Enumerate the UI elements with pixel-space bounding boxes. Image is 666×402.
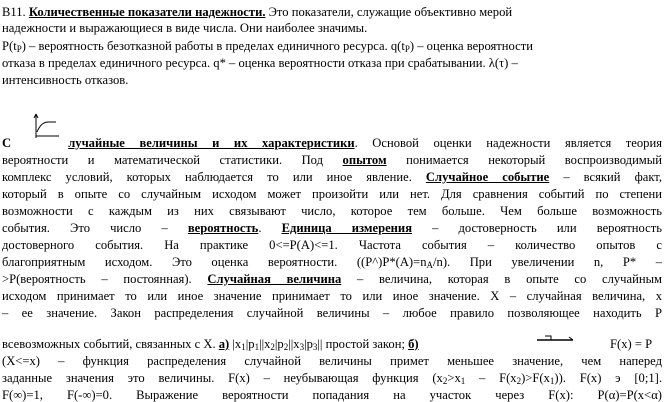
main-text-line: который в опыте со случайным исходом может произойти или нет. Для сравнения событий по степени <box>2 187 662 201</box>
bottom-text-fx: F(x) = P <box>610 337 653 351</box>
term-probability: вероятность <box>187 221 259 235</box>
term-unit: Единица измерения <box>281 221 413 235</box>
main-text-line: вероятности и математической статистики. Под опытом понимается некоторый воспроизводимый <box>2 153 662 167</box>
bottom-text-line: всевозможных событий, связанных с Х. а) $|x_1|p_1||x_2|p_2||x_3|p_3||$ простой закон; б) <box>2 337 419 352</box>
drop-cap-letter: С <box>2 136 12 150</box>
bottom-text-line: F(∞)=1, F(-∞)=0. Выражение вероятности попадания на участок через F(x): P(α)=P(x<α) <box>2 388 662 402</box>
main-text-line: >P(вероятность – постоянная). Случайная величина – величина, которая в опыте со случайным <box>2 272 662 286</box>
main-text-line: комплекс условий, которых наблюдается то или иное явление. Случайное событие – всякий факт, <box>2 170 662 184</box>
term-random-event: Случайное событие <box>425 170 550 184</box>
b11-text-line: отказа в пределах единичного ресурса. q* – оценка вероятности отказа при срабатывании. λ(τ) – <box>2 56 518 70</box>
main-title: лучайные величины и их характеристики <box>68 136 355 150</box>
b11-text-line: надежности и выражающиеся в виде числа. Они наиболее значимы. <box>2 21 368 35</box>
main-text-line: исходом принимает то или иное значение принимает то или иное значение. Х – случайная величина, x <box>2 289 662 303</box>
b11-text-line: интенсивность отказов. <box>2 73 129 87</box>
b11-text-line: $P(t_P)$ – вероятность безотказной работы в пределах единичного ресурса. $q(t_P)$ – оценка вероятности <box>2 39 533 54</box>
main-text-line: достоверного события. На практике 0<=P(A)<=1. Частота события – количество опытов с <box>2 238 662 252</box>
main-text-line: – ее значение. Закон распределения случайной величины – любое правило позволяющее находить P <box>2 306 662 320</box>
section-title: Количественные показатели надежности. <box>28 5 266 19</box>
main-text-line: благоприятным исходом. Это оценка вероятности. $((P\^{})P*(A)=n_A/n)$. При увеличении n, P* – <box>2 255 662 269</box>
main-heading-line: С лучайные величины и их характеристики. Основой оценки надежности является теория <box>2 136 662 150</box>
label-a: а) <box>218 337 230 351</box>
bottom-text-line: (X<=x) – функция распределения случайной величины примет меньшее значение, чем наперед <box>2 354 662 368</box>
b11-heading-line: B11. Количественные показатели надежности. Это показатели, служащие объективно мерой <box>2 5 513 19</box>
main-text-line: события. Это число – вероятность. Единица измерения – достоверность или вероятность <box>2 221 662 235</box>
main-text-line: возможности с каждым из них связывают число, которое тем больше. Чем больше возможность <box>2 204 662 218</box>
term-random-variable: Случайная величина <box>207 272 342 286</box>
bottom-text-line: заданные значения это величины. F(x) – неубывающая функция $(x_2>x_1 - F(x_2)>F(x_1))$. F(x) э [0;1]. <box>2 371 662 385</box>
term-opyt: опытом <box>342 153 387 167</box>
label-b: б) <box>408 337 419 351</box>
step-graph-icon <box>535 334 575 346</box>
section-number: B11. <box>2 5 26 19</box>
